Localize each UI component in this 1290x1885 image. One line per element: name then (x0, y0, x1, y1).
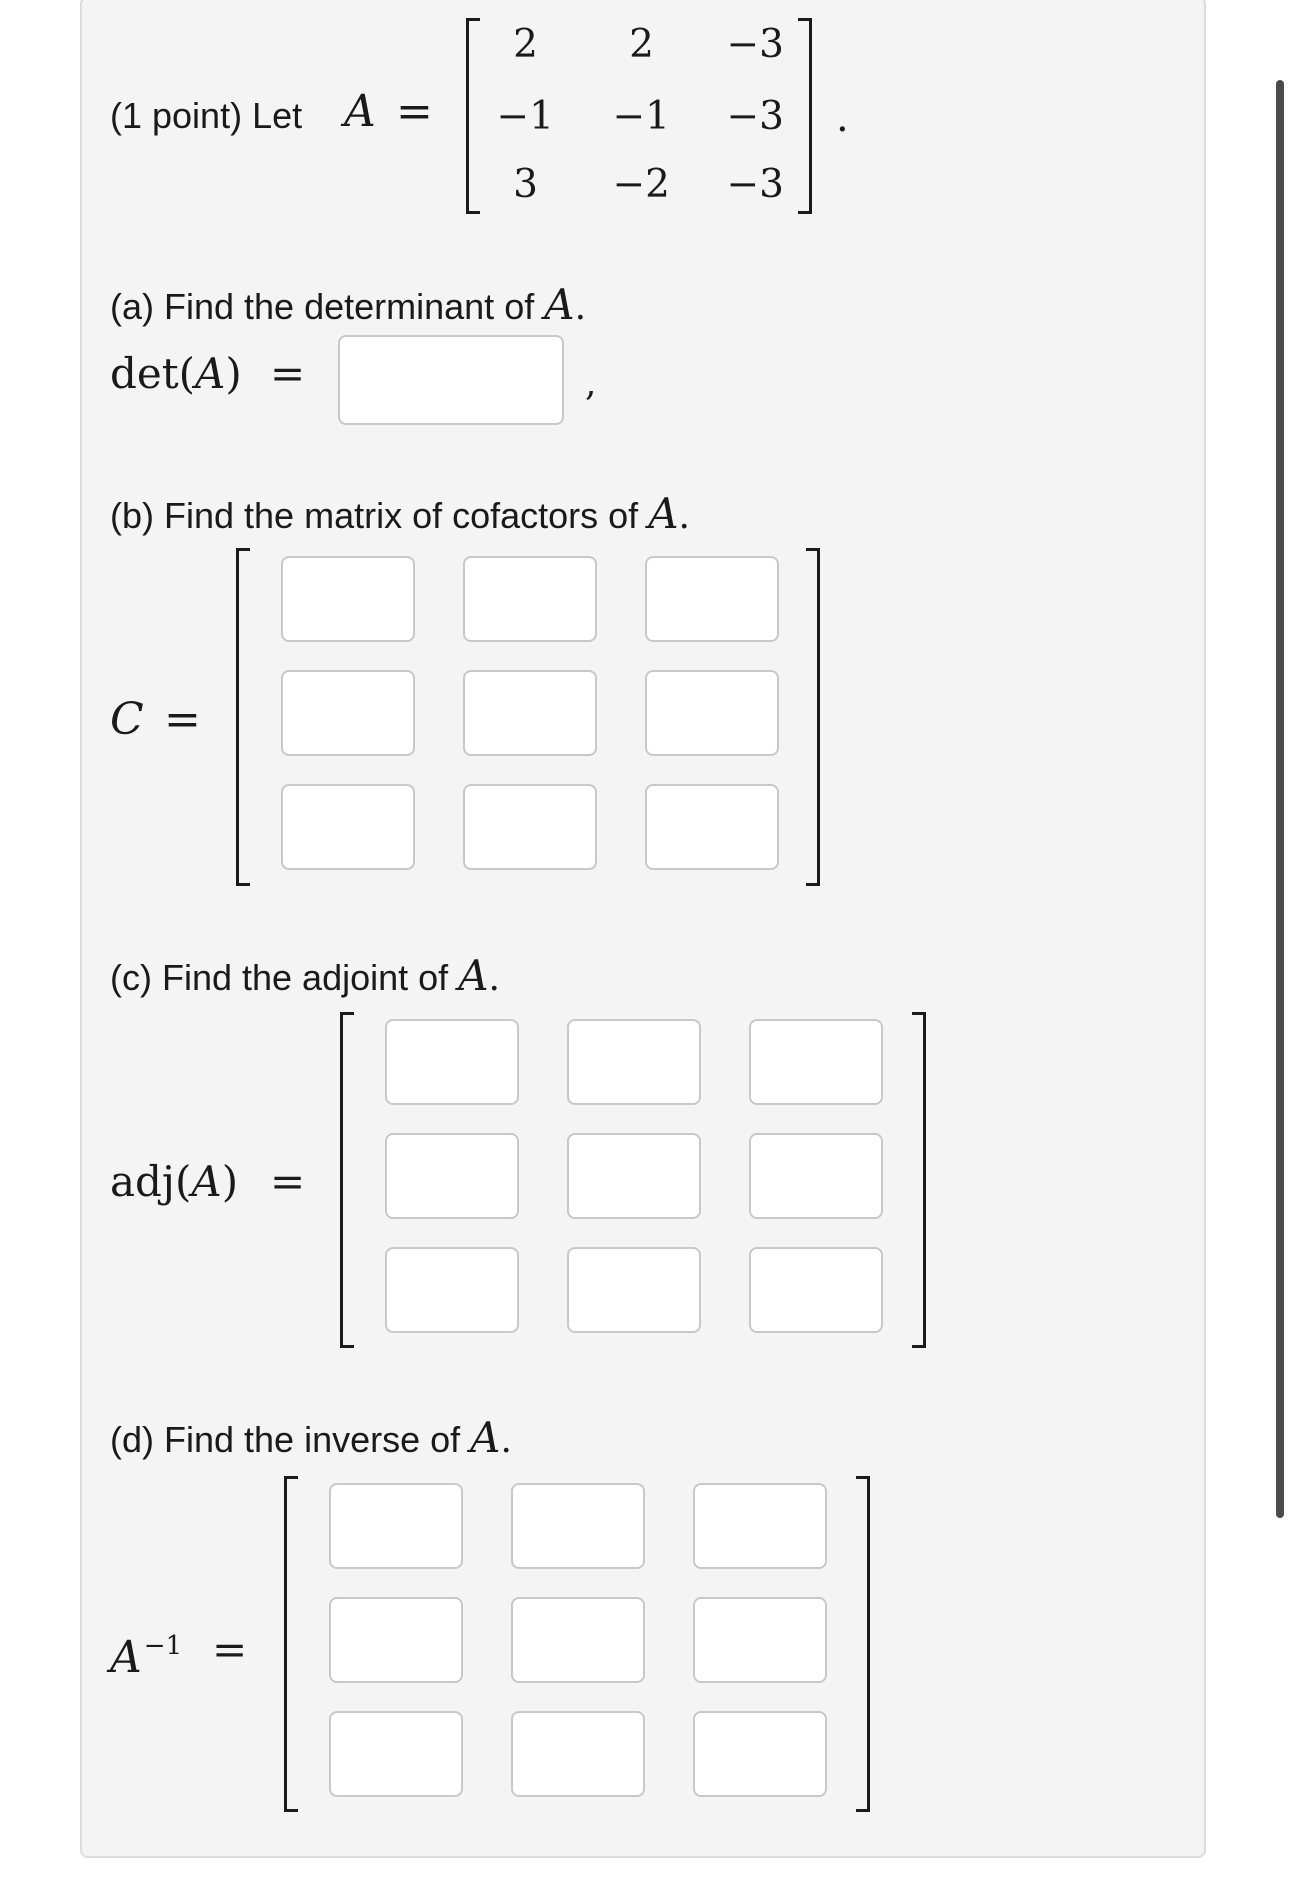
inverse-input[interactable] (329, 1483, 463, 1569)
inverse-superscript: −1 (143, 1631, 183, 1661)
cofactor-input[interactable] (463, 784, 597, 870)
part-b-heading (110, 489, 690, 538)
part-d-heading (110, 1413, 512, 1462)
det-paren-open: ( (178, 349, 196, 398)
determinant-input[interactable] (338, 335, 564, 425)
matrix-a-cell: 3 (513, 162, 538, 207)
adjoint-input[interactable] (385, 1247, 519, 1333)
inverse-input[interactable] (693, 1711, 827, 1797)
part-c-period: . (488, 958, 500, 999)
det-paren-close: ) (225, 349, 242, 398)
scrollbar[interactable] (1276, 80, 1284, 1518)
matrix-a-cell: 2 (513, 22, 538, 67)
inverse-input[interactable] (511, 1597, 645, 1683)
inverse-left-bracket (284, 1476, 298, 1812)
adjoint-function: adj (110, 1157, 175, 1206)
part-a-heading (110, 280, 587, 329)
adjoint-label (110, 1158, 238, 1206)
adjoint-input[interactable] (749, 1133, 883, 1219)
cofactor-label: C (110, 694, 144, 745)
part-d-period: . (500, 1420, 512, 1461)
inverse-input[interactable] (511, 1483, 645, 1569)
inverse-input[interactable] (693, 1483, 827, 1569)
matrix-a-right-bracket (798, 18, 812, 214)
cofactor-equals-sign: = (164, 694, 201, 745)
cofactor-input[interactable] (645, 670, 779, 756)
problem-intro (110, 96, 302, 136)
cofactor-input[interactable] (281, 556, 415, 642)
adjoint-right-bracket (912, 1012, 926, 1348)
part-a-period: . (574, 287, 587, 328)
adjoint-input[interactable] (567, 1019, 701, 1105)
det-function: det (110, 349, 179, 398)
cofactor-right-bracket (806, 548, 820, 886)
cofactor-left-bracket (236, 548, 250, 886)
adjoint-input[interactable] (749, 1247, 883, 1333)
cofactor-input[interactable] (645, 784, 779, 870)
adjoint-input[interactable] (567, 1133, 701, 1219)
inverse-variable: A (110, 1632, 142, 1683)
part-c-variable: A (458, 951, 489, 1000)
matrix-a-cell: −3 (726, 22, 784, 67)
adjoint-input[interactable] (385, 1019, 519, 1105)
part-b-prompt: (b) Find the matrix of cofactors of (110, 495, 639, 536)
cofactor-input[interactable] (463, 670, 597, 756)
adjoint-equals-sign: = (270, 1157, 306, 1206)
part-b-period: . (678, 496, 690, 537)
det-variable: A (195, 349, 226, 398)
inverse-input[interactable] (329, 1597, 463, 1683)
matrix-a-cell: −2 (612, 162, 670, 207)
det-trailing-comma: , (585, 363, 597, 404)
adjoint-left-bracket (340, 1012, 354, 1348)
cofactor-input[interactable] (281, 670, 415, 756)
adjoint-paren-open: ( (174, 1157, 192, 1206)
part-b-variable: A (648, 489, 679, 538)
adjoint-input[interactable] (567, 1247, 701, 1333)
problem-period: . (836, 95, 849, 141)
matrix-a-cell: −3 (726, 94, 784, 139)
adjoint-input[interactable] (749, 1019, 883, 1105)
cofactor-input[interactable] (463, 556, 597, 642)
inverse-label (110, 1622, 182, 1682)
matrix-a-cell: −1 (612, 94, 670, 139)
det-equals-sign: = (270, 349, 306, 398)
inverse-input[interactable] (511, 1711, 645, 1797)
part-a-variable: A (544, 280, 575, 329)
inverse-input[interactable] (329, 1711, 463, 1797)
matrix-a-cell: 2 (629, 22, 654, 67)
adjoint-paren-close: ) (221, 1157, 239, 1206)
part-c-heading (110, 951, 500, 1000)
problem-matrix-variable: A (344, 86, 376, 137)
cofactor-input[interactable] (645, 556, 779, 642)
problem-panel (80, 0, 1206, 1858)
problem-intro-text: (1 point) Let (110, 95, 303, 136)
inverse-right-bracket (856, 1476, 870, 1812)
part-d-prompt: (d) Find the inverse of (110, 1419, 461, 1460)
det-label (110, 350, 242, 398)
inverse-input[interactable] (693, 1597, 827, 1683)
cofactor-input[interactable] (281, 784, 415, 870)
adjoint-variable: A (191, 1157, 222, 1206)
matrix-a-cell: −1 (496, 94, 554, 139)
adjoint-input[interactable] (385, 1133, 519, 1219)
matrix-a-cell: −3 (726, 162, 784, 207)
part-d-variable: A (470, 1413, 501, 1462)
part-a-prompt: (a) Find the determinant of (110, 286, 535, 327)
problem-equals-sign: = (396, 86, 433, 137)
part-c-prompt: (c) Find the adjoint of (110, 957, 449, 998)
inverse-equals-sign: = (212, 1625, 248, 1674)
